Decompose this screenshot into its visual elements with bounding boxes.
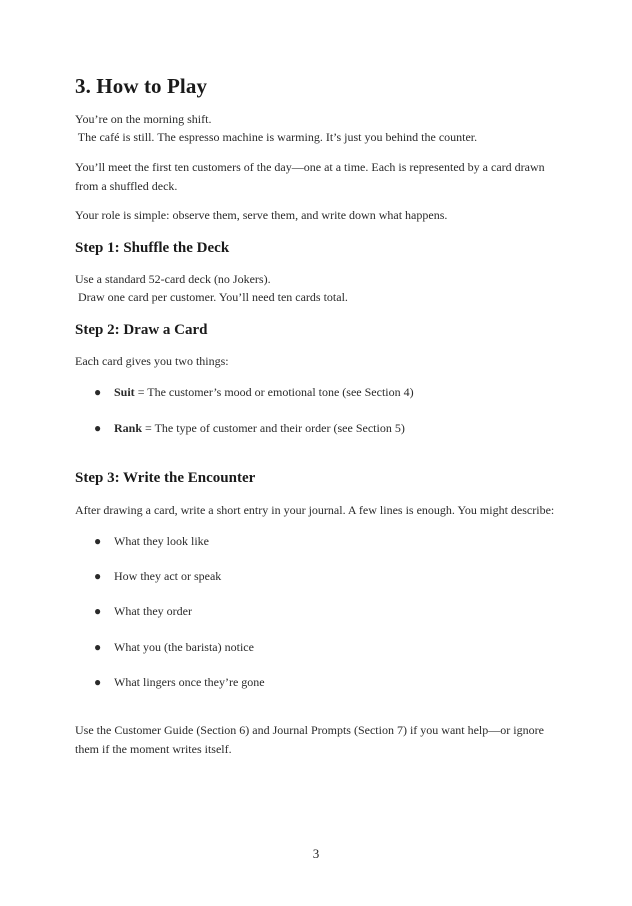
bullet-icon: ● bbox=[94, 385, 102, 399]
bullet-icon: ● bbox=[94, 640, 102, 654]
bullet-text: What they look like bbox=[114, 534, 209, 548]
intro-paragraph-3: Your role is simple: observe them, serve them, and write down what happens. bbox=[75, 208, 448, 222]
bullet-text: How they act or speak bbox=[114, 569, 222, 583]
bullet-term-rank: Rank bbox=[114, 421, 143, 435]
bullet-text: = The type of customer and their order (see Section 5) bbox=[142, 421, 405, 435]
step3-closing: Use the Customer Guide (Section 6) and Journal Prompts (Section 7) if you want help—or ignore them if the moment writes itself. bbox=[75, 723, 544, 756]
bullet-text: What lingers once they’re gone bbox=[114, 675, 265, 689]
intro-line-1: You’re on the morning shift. bbox=[75, 112, 212, 126]
step3-lead: After drawing a card, write a short entry in your journal. A few lines is enough. You might describe: bbox=[75, 503, 555, 517]
bullet-icon: ● bbox=[94, 421, 102, 435]
bullet-icon: ● bbox=[94, 675, 102, 689]
step1-heading: Step 1: Shuffle the Deck bbox=[75, 240, 230, 256]
step2-heading: Step 2: Draw a Card bbox=[75, 322, 208, 338]
step1-line-1: Use a standard 52-card deck (no Jokers). bbox=[75, 272, 271, 286]
bullet-term-suit: Suit bbox=[114, 385, 135, 399]
bullet-text: What you (the barista) notice bbox=[114, 640, 254, 654]
step2-lead: Each card gives you two things: bbox=[75, 354, 229, 368]
bullet-icon: ● bbox=[94, 569, 102, 583]
step3-heading: Step 3: Write the Encounter bbox=[75, 470, 256, 486]
bullet-text: What they order bbox=[114, 604, 192, 618]
bullet-icon: ● bbox=[94, 604, 102, 618]
page-number: 3 bbox=[312, 846, 320, 861]
bullet-icon: ● bbox=[94, 534, 102, 548]
section-heading: 3. How to Play bbox=[75, 74, 208, 98]
step1-line-2: Draw one card per customer. You’ll need ten cards total. bbox=[75, 290, 348, 304]
bullet-text: = The customer’s mood or emotional tone (see Section 4) bbox=[134, 385, 414, 399]
intro-line-2: The café is still. The espresso machine is warming. It’s just you behind the counter. bbox=[75, 130, 478, 144]
intro-paragraph-2: You’ll meet the first ten customers of the day—one at a time. Each is represented by a card drawn from a shuffled deck. bbox=[75, 160, 545, 193]
